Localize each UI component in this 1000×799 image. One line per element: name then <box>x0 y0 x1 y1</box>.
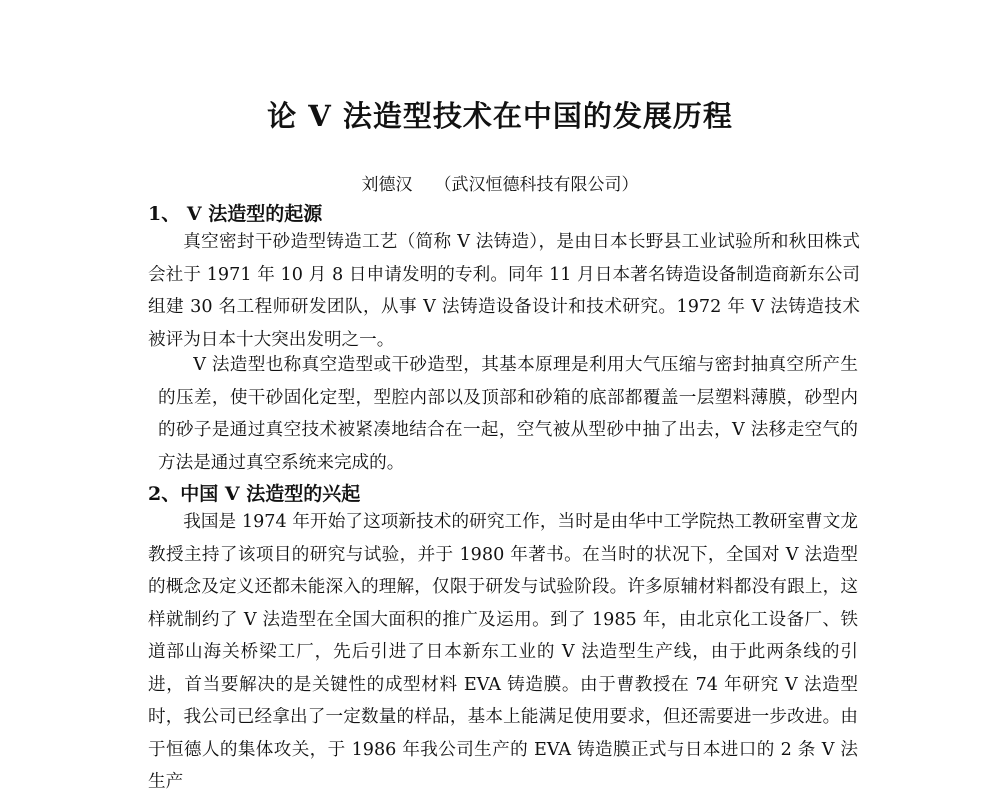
author-affiliation: （武汉恒德科技有限公司） <box>434 175 639 195</box>
author-name: 刘德汉 <box>361 175 413 195</box>
section-1-paragraph-1: 真空密封干砂造型铸造工艺（简称 V 法铸造），是由日本长野县工业试验所和秋田株式会社于 1971 年 10 月 8 日申请发明的专利。同年 11 月日本著名铸造设备制造商新东公司组建 30 名工程师研发团队，从事 V 法铸造设备设计和技术研究。1972 年 V 法铸造技术被评为日本十大突出发明之一。 <box>148 232 860 350</box>
document-title: 论 V 法造型技术在中国的发展历程 <box>267 99 733 133</box>
section-1-heading: 1、 V 法造型的起源 <box>148 203 323 225</box>
section-2-paragraph-1: 我国是 1974 年开始了这项新技术的研究工作，当时是由华中工学院热工教研室曹文龙教授主持了该项目的研究与试验，并于 1980 年著书。在当时的状况下，全国对 V 法造型的概念及定义还都未能深入的理解，仅限于研发与试验阶段。许多原辅材料都没有跟上，这样就制约了 V 法造型在全国大面积的推广及运用。到了 1985 年，由北京化工设备厂、铁道部山海关桥梁工厂，先后引进了日本新东工业的 V 法造型生产线，由于此两条线的引进，首当要解决的是关键性的成型材料 EVA 铸造膜。由于曹教授在 74 年研究 V 法造型时，我公司已经拿出了一定数量的样品，基本上能满足使用要求，但还需要进一步改进。由于恒德人的集体攻关，于 1986 年我公司生产的 EVA 铸造膜正式与日本进口的 2 条 V 法生产 <box>148 512 858 792</box>
byline <box>0 170 1000 195</box>
section-1-paragraph-2: V 法造型也称真空造型或干砂造型，其基本原理是利用大气压缩与密封抽真空所产生的压差，使干砂固化定型，型腔内部以及顶部和砂箱的底部都覆盖一层塑料薄膜，砂型内的砂子是通过真空技术被紧凑地结合在一起，空气被从型砂中抽了出去，V 法移走空气的方法是通过真空系统来完成的。 <box>158 355 858 473</box>
section-2-heading: 2、中国 V 法造型的兴起 <box>148 483 361 505</box>
